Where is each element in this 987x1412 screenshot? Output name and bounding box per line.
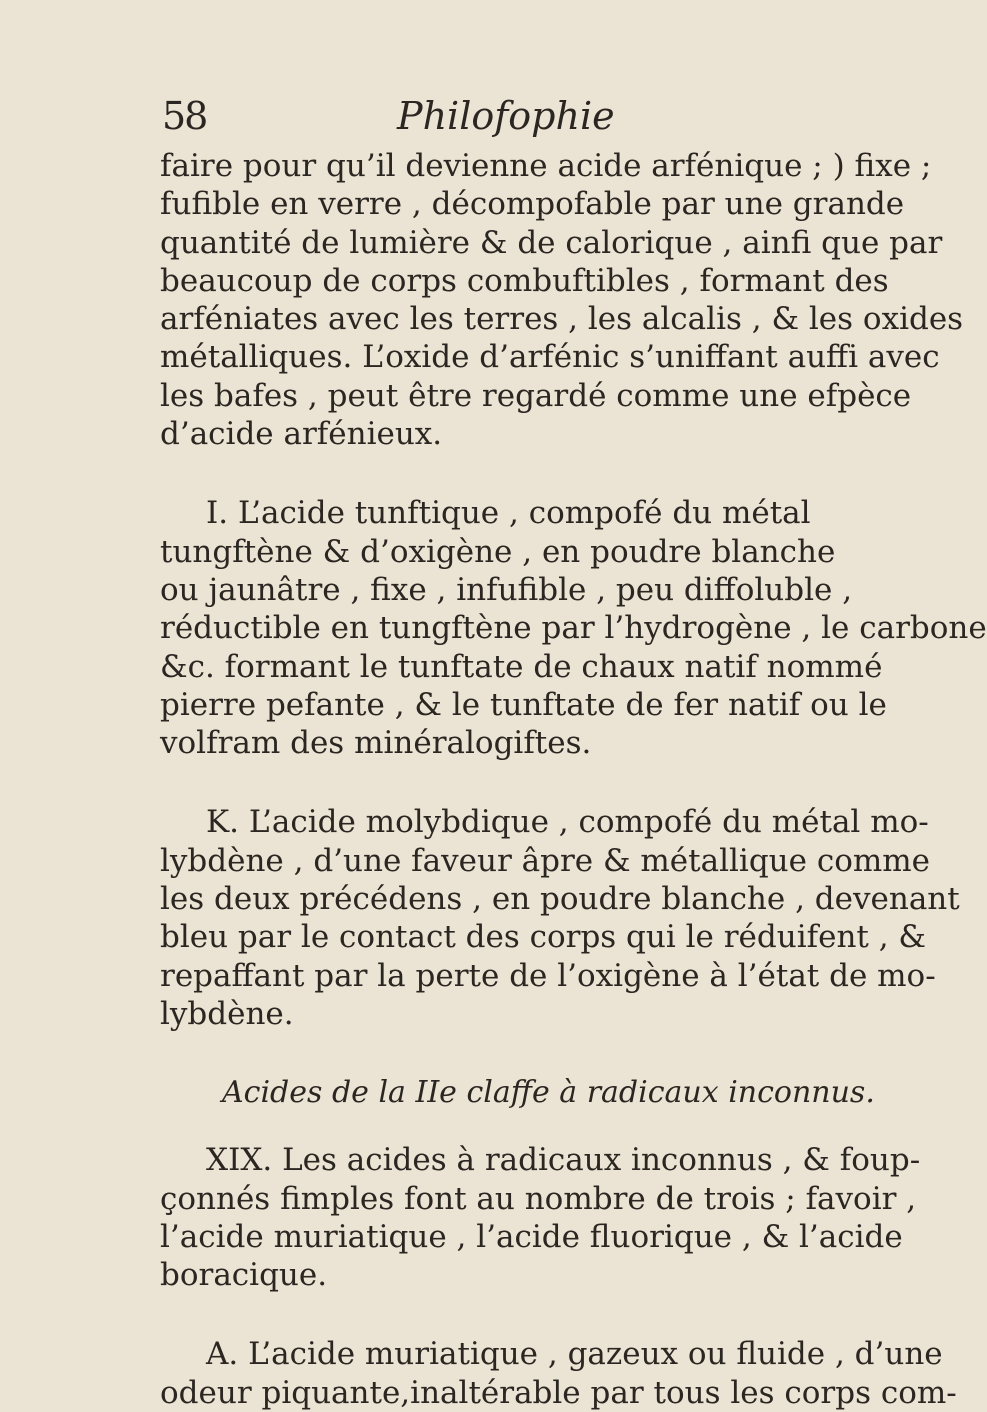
- body-text: [160, 147, 987, 1412]
- text-line: XIX. Les acides à radicaux inconnus , & foup-: [206, 1142, 921, 1179]
- text-line: l’acide muriatique , l’acide fluorique , & l’acide: [160, 1218, 903, 1255]
- paragraph-tunstic-acid: [160, 494, 987, 762]
- text-line: &c. formant le tunftate de chaux natif nommé: [160, 648, 883, 685]
- page-number: 58: [162, 94, 207, 138]
- text-line: fufible en verre , décompofable par une grande: [160, 186, 905, 223]
- paragraph-unknown-radicals: [160, 1141, 921, 1294]
- text-line: I. L’acide tunftique , compofé du métal: [206, 495, 811, 532]
- paragraph-muriatic-acid: [160, 1335, 957, 1412]
- text-line: bleu par le contact des corps qui le réduifent , &: [160, 919, 927, 956]
- paragraph-arsenic: [160, 147, 964, 453]
- text-line: tungftène & d’oxigène , en poudre blanche: [160, 533, 836, 570]
- text-line: quantité de lumière & de calorique , ainfi que par: [160, 224, 943, 261]
- text-line: arféniates avec les terres , les alcalis , & les oxides: [160, 301, 964, 338]
- text-line: d’acide arfénieux.: [160, 416, 443, 453]
- section-heading: Acides de la IIe claffe à radicaux inconnus.: [222, 1075, 875, 1111]
- text-line: A. L’acide muriatique , gazeux ou fluide , d’une: [206, 1336, 943, 1373]
- text-line: lybdène.: [160, 995, 294, 1032]
- text-line: repaffant par la perte de l’oxigène à l’état de mo-: [160, 957, 936, 994]
- text-line: beaucoup de corps combuftibles , formant des: [160, 262, 889, 299]
- text-line: odeur piquante,inaltérable par tous les corps com-: [160, 1374, 957, 1411]
- text-line: métalliques. L’oxide d’arfénic s’uniffant auffi avec: [160, 339, 940, 376]
- paragraph-molybdic-acid: [160, 803, 960, 1033]
- text-line: les deux précédens , en poudre blanche , devenant: [160, 881, 960, 918]
- text-line: pierre pefante , & le tunftate de fer natif ou le: [160, 686, 887, 723]
- text-line: çonnés fimples font au nombre de trois ; favoir ,: [160, 1180, 917, 1217]
- text-line: les bafes , peut être regardé comme une efpèce: [160, 377, 912, 414]
- text-line: lybdène , d’une faveur âpre & métallique comme: [160, 842, 931, 879]
- page-header: [0, 94, 800, 144]
- text-line: ou jaunâtre , fixe , infufible , peu diffoluble ,: [160, 571, 853, 608]
- text-line: volfram des minéralogiftes.: [160, 725, 592, 762]
- text-line: boracique.: [160, 1257, 328, 1294]
- text-line: K. L’acide molybdique , compofé du métal mo-: [206, 804, 929, 841]
- text-line: faire pour qu’il devienne acide arfénique ; ) fixe ;: [160, 148, 932, 184]
- running-title: Philofophie: [397, 94, 615, 138]
- text-line: réductible en tungftène par l’hydrogène , le carbone: [160, 610, 987, 647]
